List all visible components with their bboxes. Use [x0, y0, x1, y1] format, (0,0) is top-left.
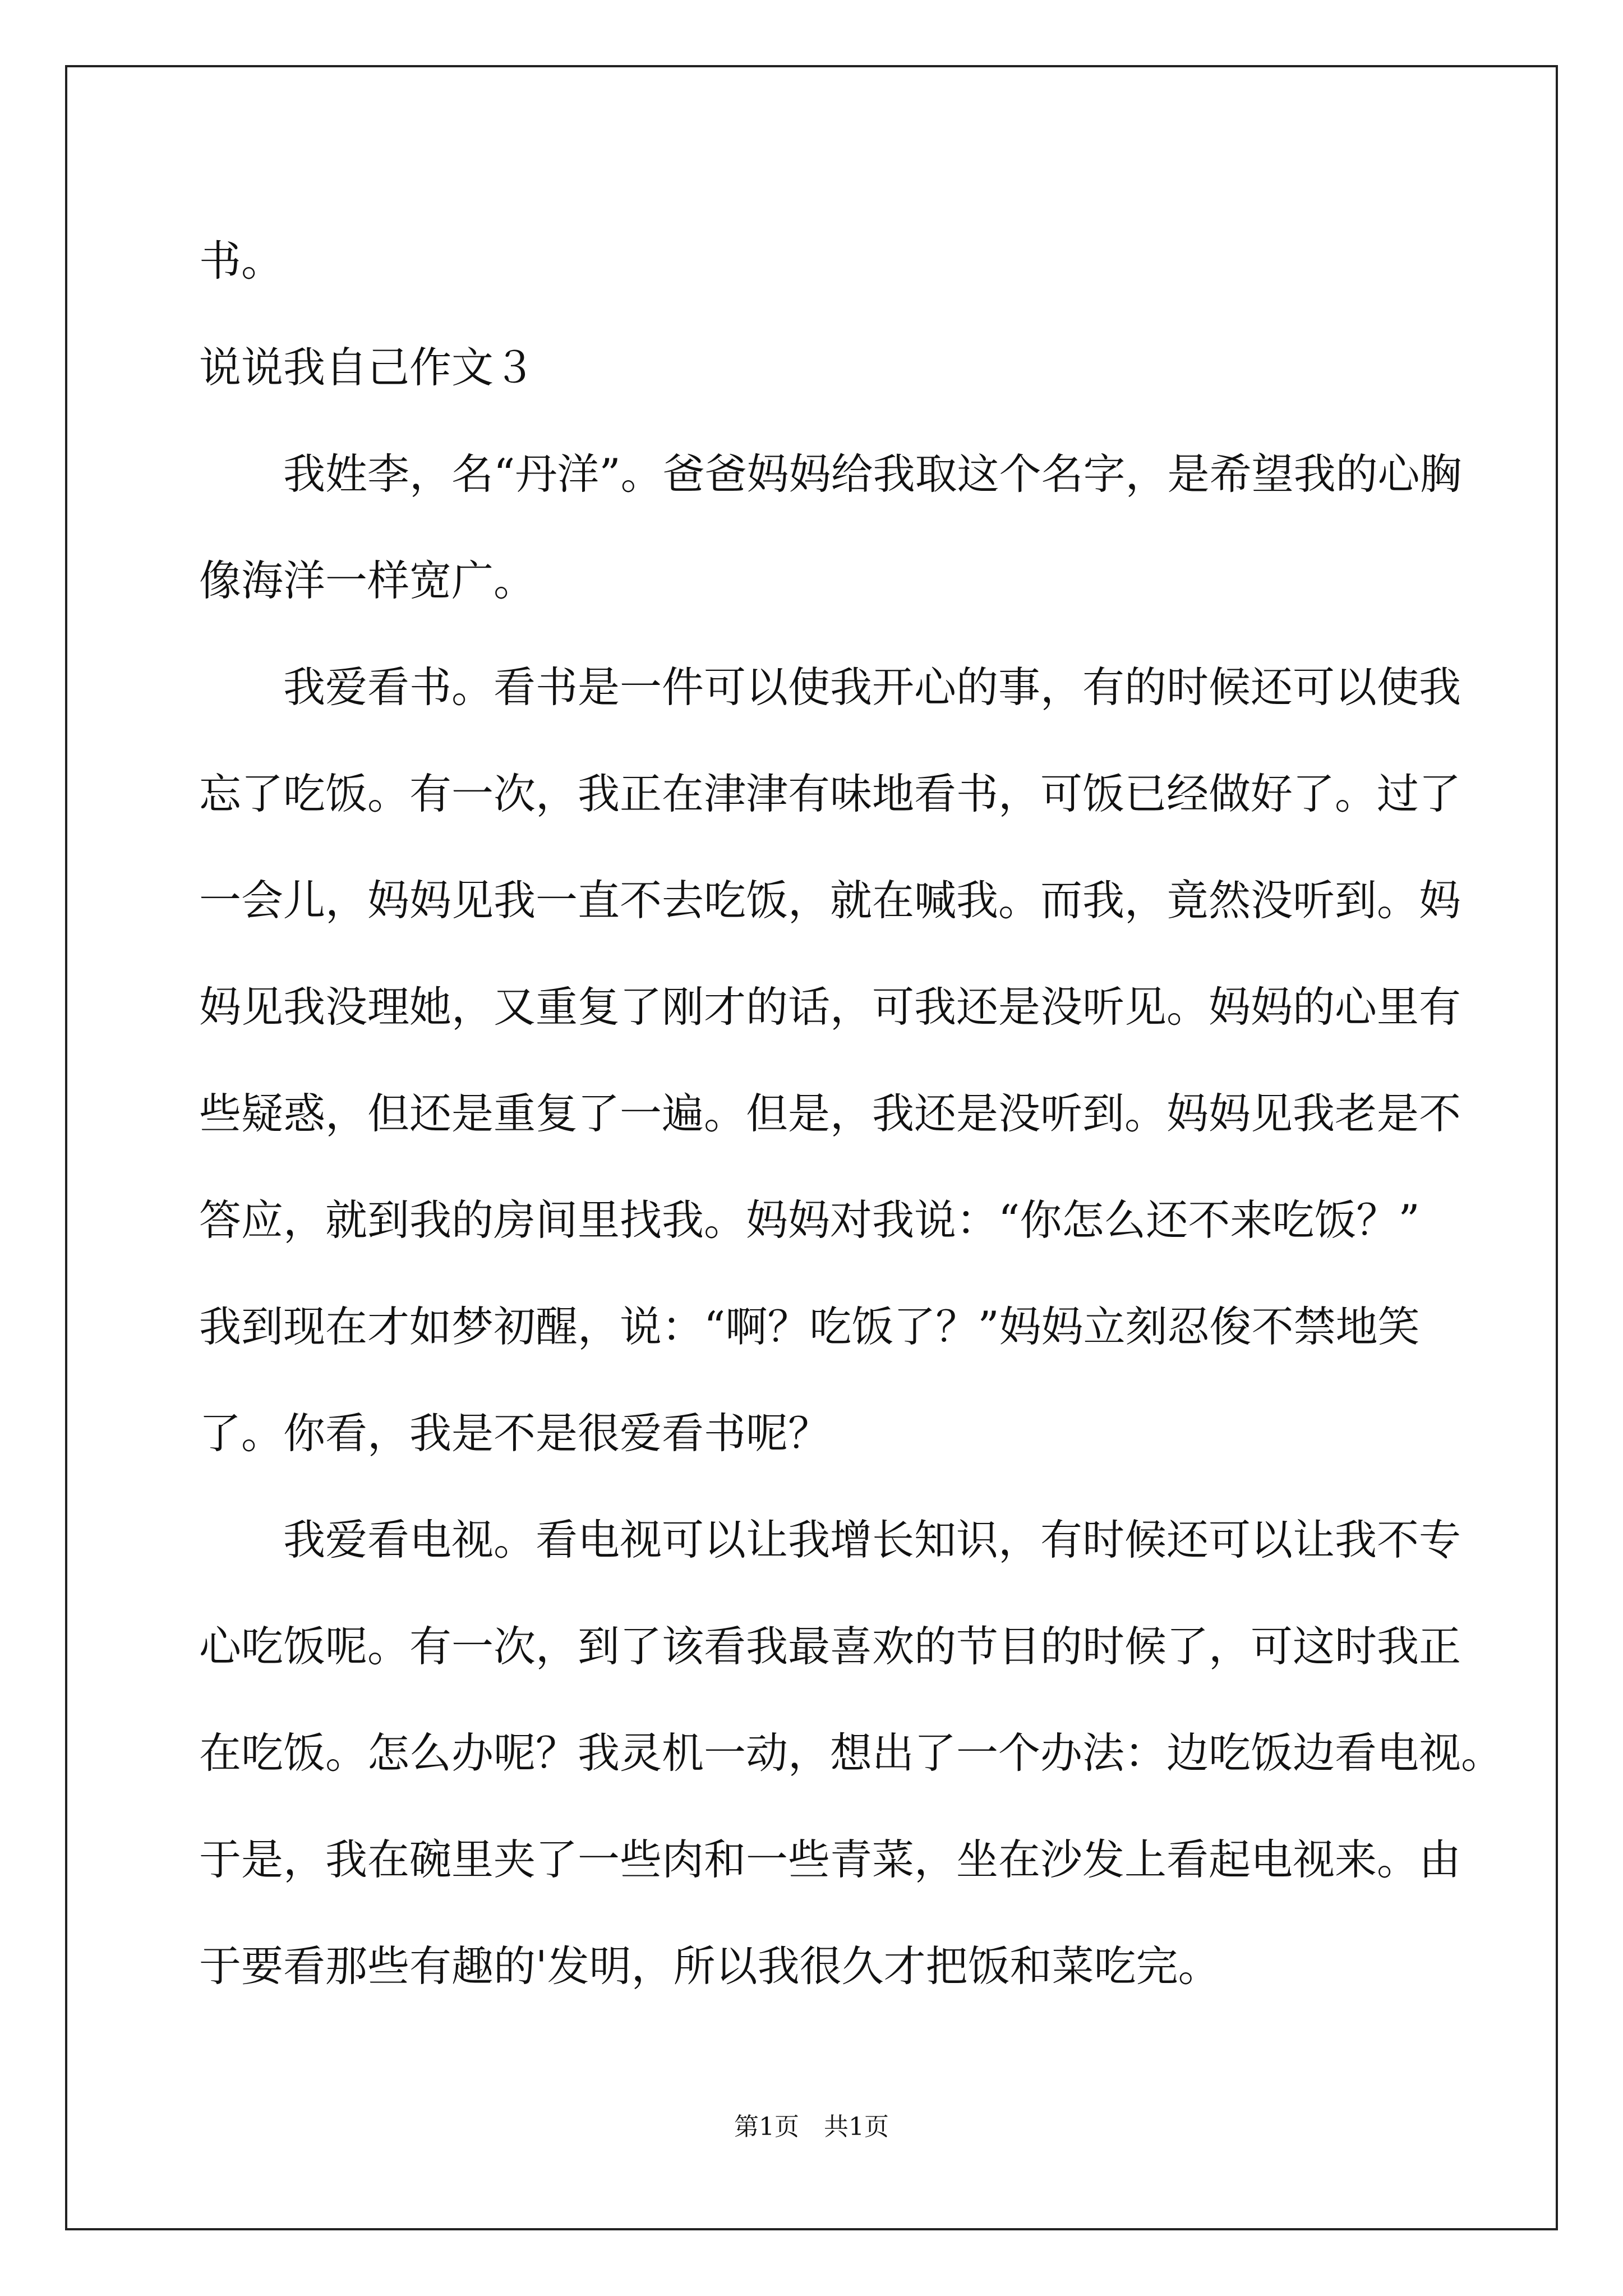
text-line: 我姓李，名“丹洋”。爸爸妈妈给我取这个名字，是希望我的心胸 [199, 449, 1462, 499]
text-line: 我爱看书。看书是一件可以使我开心的事，有的时候还可以使我 [199, 662, 1461, 712]
page-number-footer: 第1页 共1页 [734, 2113, 889, 2141]
text-line: 于是，我在碗里夹了一些肉和一些青菜，坐在沙发上看起电视来。由 [199, 1835, 1461, 1884]
text-line: 忘了吃饭。有一次，我正在津津有味地看书，可饭已经做好了。过了 [199, 769, 1461, 818]
text-line: 心吃饭呢。有一次，到了该看我最喜欢的节目的时候了，可这时我正 [199, 1622, 1461, 1671]
document-body [199, 208, 1504, 2019]
section-heading: 说说我自己作文３ [199, 343, 536, 392]
text-line: 在吃饭。怎么办呢？我灵机一动，想出了一个办法：边吃饭边看电视。 [199, 1728, 1504, 1778]
text-line: 答应，就到我的房间里找我。妈妈对我说：“你怎么还不来吃饭？” [199, 1195, 1420, 1245]
text-line: 我到现在才如梦初醒，说：“啊？吃饭了？”妈妈立刻忍俊不禁地笑 [199, 1302, 1420, 1351]
text-line: 书。 [199, 236, 284, 286]
text-line: 我爱看电视。看电视可以让我增长知识，有时候还可以让我不专 [199, 1515, 1461, 1565]
text-line: 像海洋一样宽广。 [199, 556, 536, 605]
text-line: 一会儿，妈妈见我一直不去吃饭，就在喊我。而我，竟然没听到。妈 [199, 876, 1461, 925]
text-line: 些疑惑，但还是重复了一遍。但是，我还是没听到。妈妈见我老是不 [199, 1089, 1461, 1138]
text-line: 于要看那些有趣的'发明，所以我很久才把饭和菜吃完。 [199, 1941, 1220, 1991]
text-line: 了。你看，我是不是很爱看书呢？ [199, 1409, 831, 1458]
text-line: 妈见我没理她，又重复了刚才的话，可我还是没听见。妈妈的心里有 [199, 982, 1461, 1032]
